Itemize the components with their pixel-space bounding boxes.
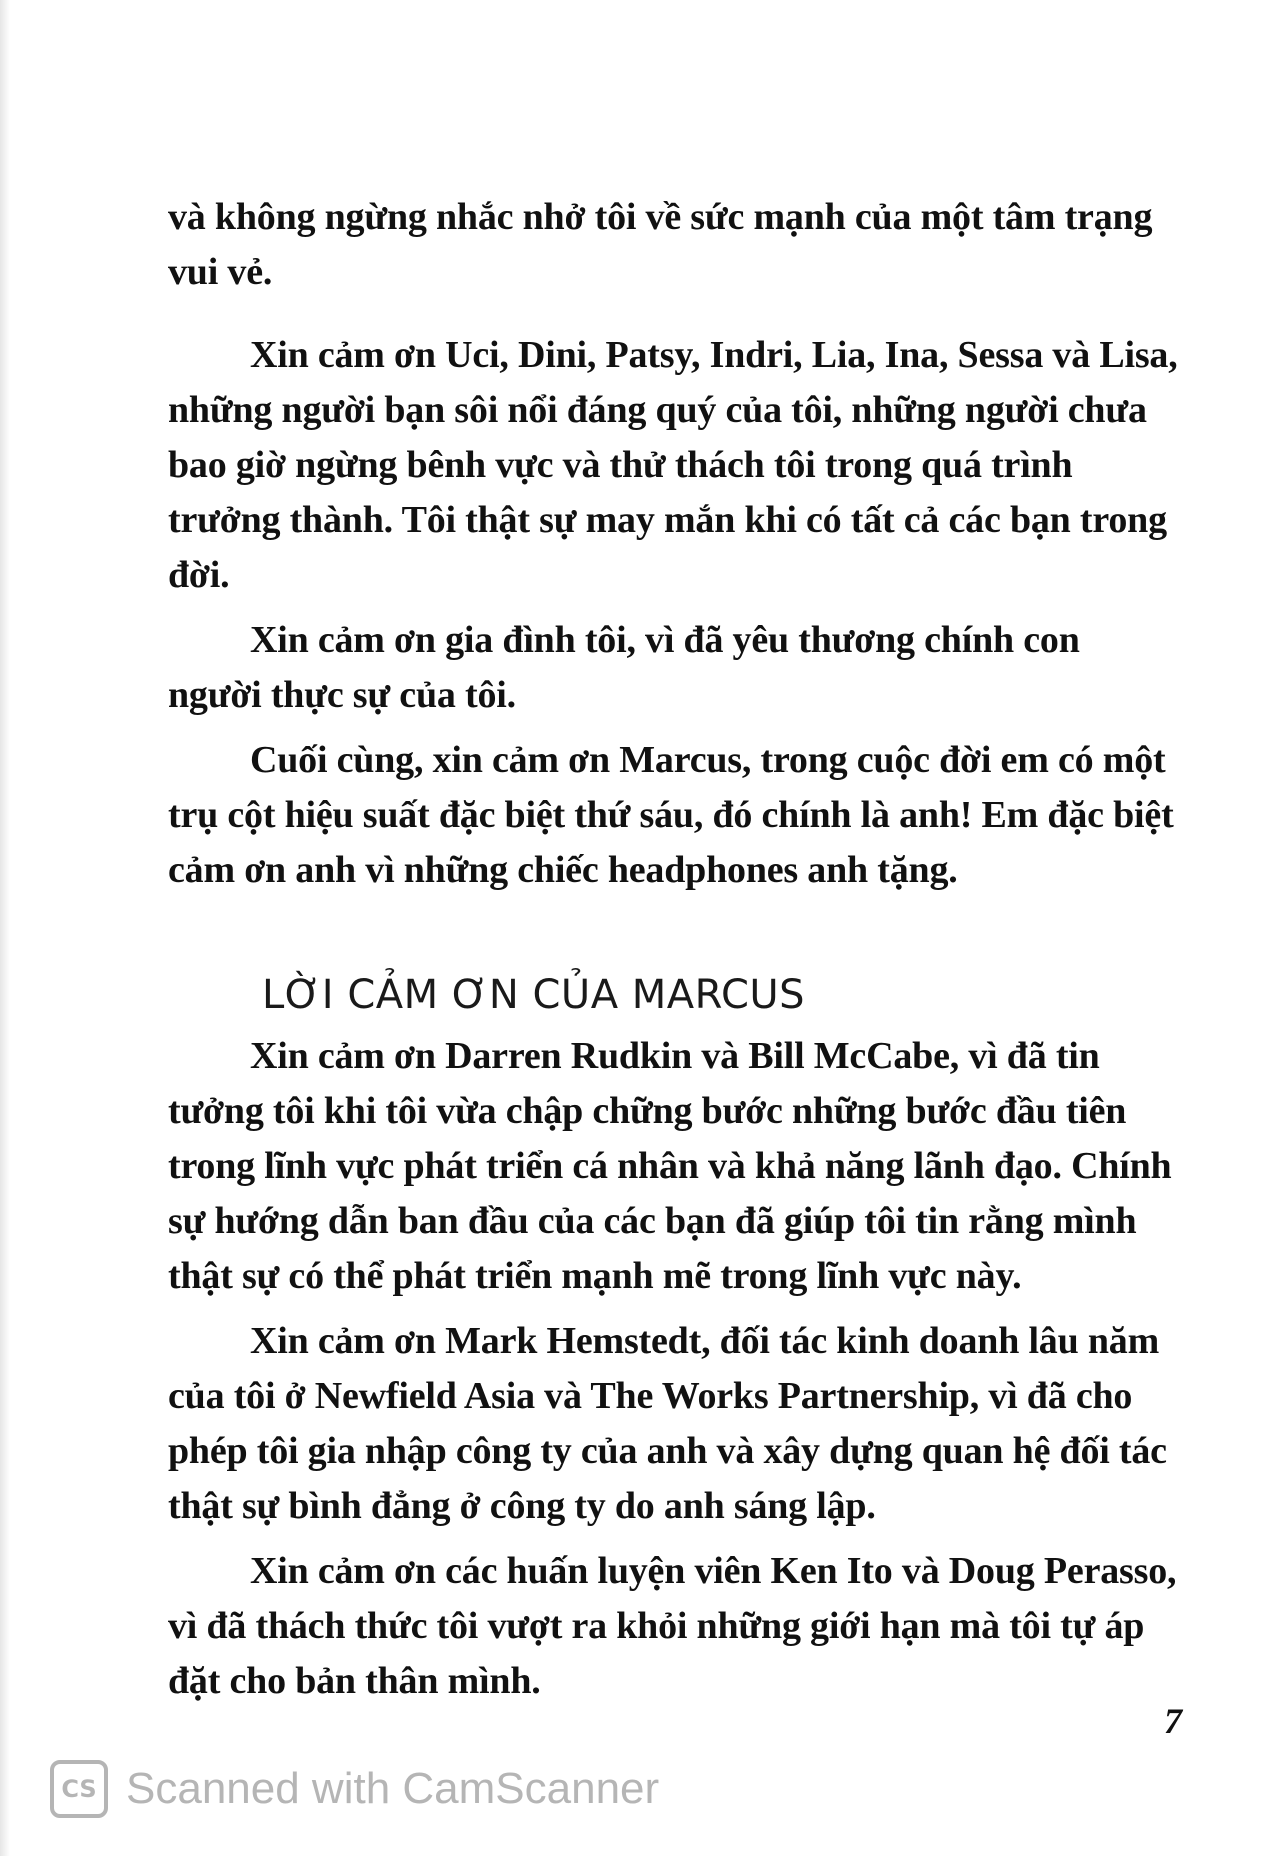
page-number: 7	[1164, 1701, 1182, 1741]
paragraph-friends-thanks: Xin cảm ơn Uci, Dini, Patsy, Indri, Lia, Ina, Sessa và Lisa, những người bạn sôi nổi đáng quý của tôi, những người chưa bao giờ ngừng bênh vực và thử thách tôi trong quá trình trưởng thành. Tôi thật sự may mắn khi có tất cả các bạn trong đời.	[168, 334, 1178, 596]
scanner-watermark	[50, 1760, 659, 1818]
page-body	[168, 190, 1178, 1719]
paragraph-darren-bill-thanks: Xin cảm ơn Darren Rudkin và Bill McCabe, vì đã tin tưởng tôi khi tôi vừa chập chững bước những bước đầu tiên trong lĩnh vực phát triển cá nhân và khả năng lãnh đạo. Chính sự hướng dẫn ban đầu của các bạn đã giúp tôi tin rằng mình thật sự có thể phát triển mạnh mẽ trong lĩnh vực này.	[168, 1035, 1172, 1297]
paragraph-marcus-thanks: Cuối cùng, xin cảm ơn Marcus, trong cuộc đời em có một trụ cột hiệu suất đặc biệt thứ sáu, đó chính là anh! Em đặc biệt cảm ơn anh vì những chiếc headphones anh tặng.	[168, 739, 1174, 891]
paragraph-family-thanks: Xin cảm ơn gia đình tôi, vì đã yêu thương chính con người thực sự của tôi.	[168, 619, 1080, 716]
paragraph-coaches-thanks: Xin cảm ơn các huấn luyện viên Ken Ito và Doug Perasso, vì đã thách thức tôi vượt ra khỏi những giới hạn mà tôi tự áp đặt cho bản thân mình.	[168, 1550, 1177, 1702]
scanner-watermark-text: Scanned with CamScanner	[126, 1764, 660, 1813]
paragraph-mark-thanks: Xin cảm ơn Mark Hemstedt, đối tác kinh doanh lâu năm của tôi ở Newfield Asia và The Works Partnership, vì đã cho phép tôi gia nhập công ty của anh và xây dựng quan hệ đối tác thật sự bình đẳng ở công ty do anh sáng lập.	[168, 1320, 1167, 1527]
camscanner-logo-icon: CS	[50, 1760, 108, 1818]
page-edge-shadow	[0, 0, 10, 1856]
paragraph-continuation: và không ngừng nhắc nhở tôi về sức mạnh của một tâm trạng vui vẻ.	[168, 196, 1153, 293]
section-heading: LỜI CẢM ƠN CỦA MARCUS	[262, 972, 806, 1018]
